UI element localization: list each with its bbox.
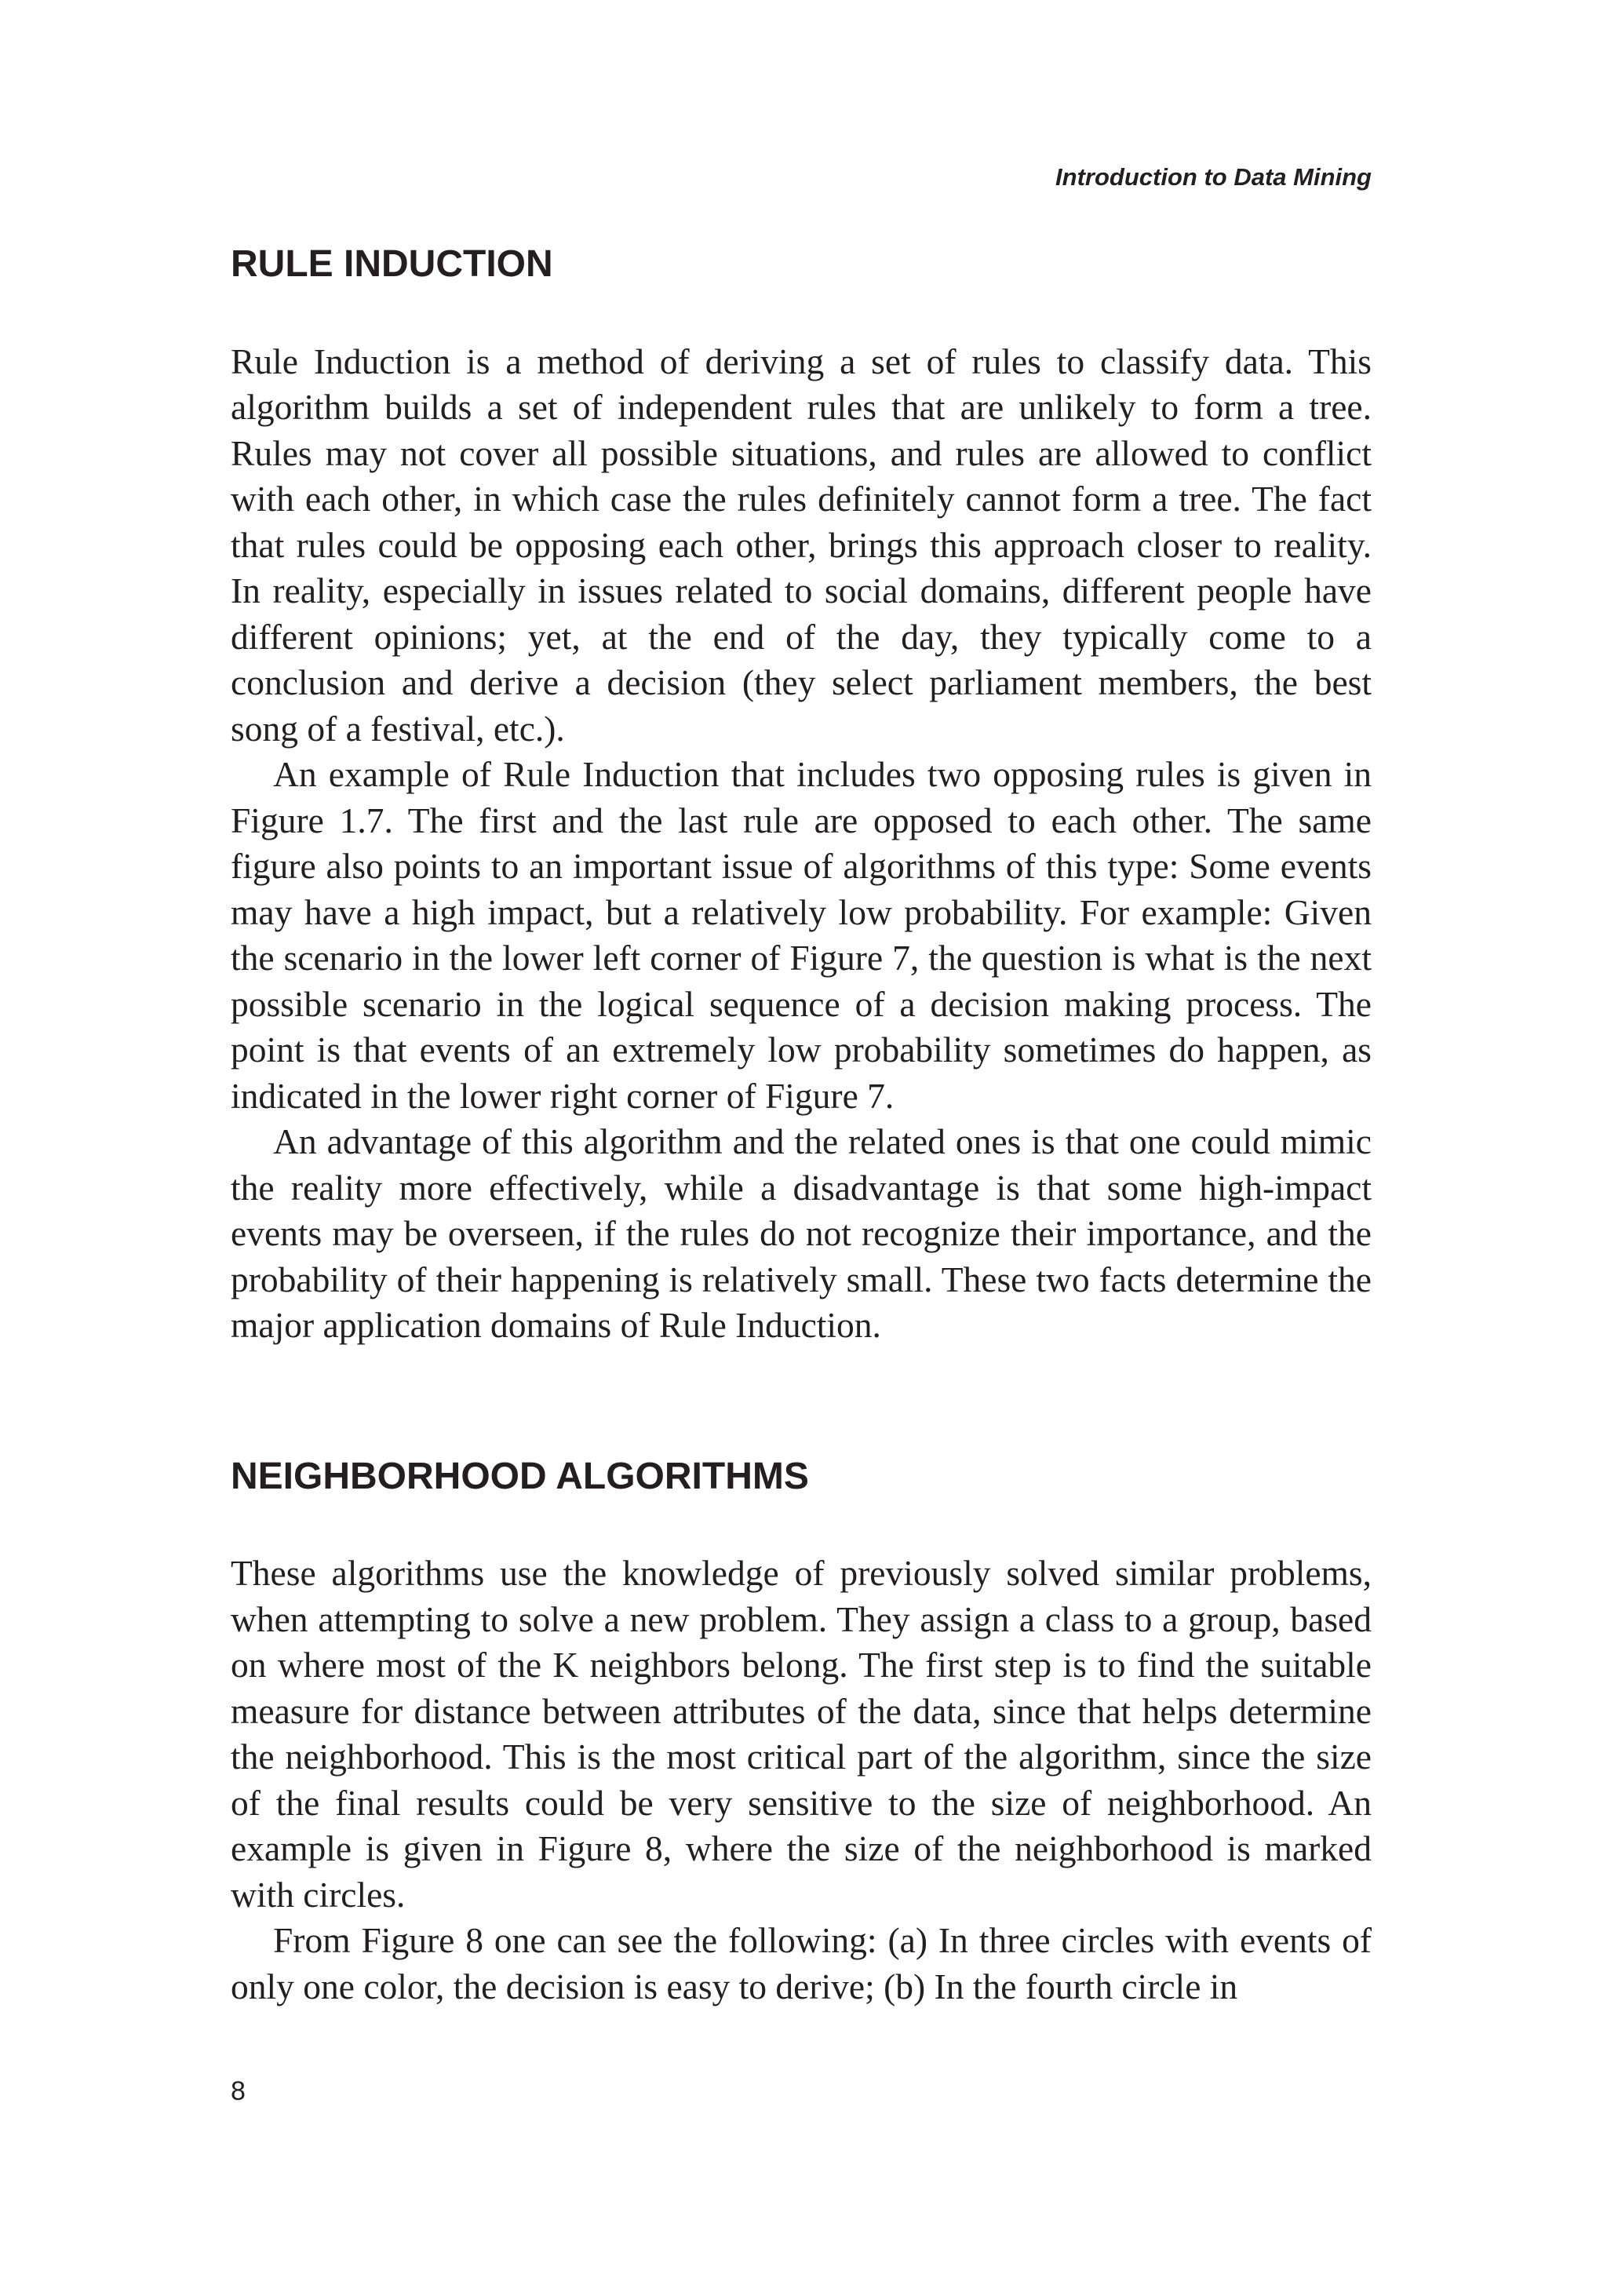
section-heading: NEIGHBORHOOD ALGORITHMS	[231, 1455, 809, 1497]
section-heading: RULE INDUCTION	[231, 243, 553, 285]
paragraph: An example of Rule Induction that includes two opposing rules is given in Figure 1.7. The first and the last rule are opposed to each other. The same figure also points to an important issue of algorithms of this type: Some events may have a high impact, but a relatively low probability. For example: Given the scenario in the lower left corner of Figure 7, the question is what is the next possible scenario in the logical sequence of a decision making process. The point is that events of an extremely low probability sometimes do happen, as indicated in the lower right corner of Figure 7.	[231, 754, 1372, 1116]
paragraph: These algorithms use the knowledge of previously solved similar problems, when attempting to solve a new problem. They assign a class to a group, based on where most of the K neighbors belong. The first step is to find the suitable measure for distance between attributes of the data, since that helps determine the neighborhood. This is the most critical part of the algorithm, since the size of the final results could be very sensitive to the size of neighborhood. An example is given in Figure 8, where the size of the neighborhood is marked with circles.	[231, 1553, 1372, 1915]
paragraph: From Figure 8 one can see the following: (a) In three circles with events of only one color, the decision is easy to derive; (b) In the fourth circle in	[231, 1920, 1372, 2006]
page-body	[231, 235, 1372, 2010]
section-neighborhood-algorithms	[231, 1454, 1372, 2010]
section-rule-induction	[231, 242, 1372, 1349]
running-header: Introduction to Data Mining	[1055, 163, 1372, 191]
page-number: 8	[231, 2076, 246, 2106]
paragraph: Rule Induction is a method of deriving a set of rules to classify data. This algorithm builds a set of independent rules that are unlikely to form a tree. Rules may not cover all possible situations, and rules are allowed to conflict with each other, in which case the rules definitely cannot form a tree. The fact that rules could be opposing each other, brings this approach closer to reality. In reality, especially in issues related to social domains, different people have different opinions; yet, at the end of the day, they typically come to a conclusion and derive a decision (they select parliament members, the best song of a festival, etc.).	[231, 341, 1372, 749]
paragraph: An advantage of this algorithm and the related ones is that one could mimic the reality more effectively, while a disadvantage is that some high-impact events may be overseen, if the rules do not recognize their importance, and the probability of their happening is relatively small. These two facts determine the major application domains of Rule Induction.	[231, 1121, 1372, 1346]
